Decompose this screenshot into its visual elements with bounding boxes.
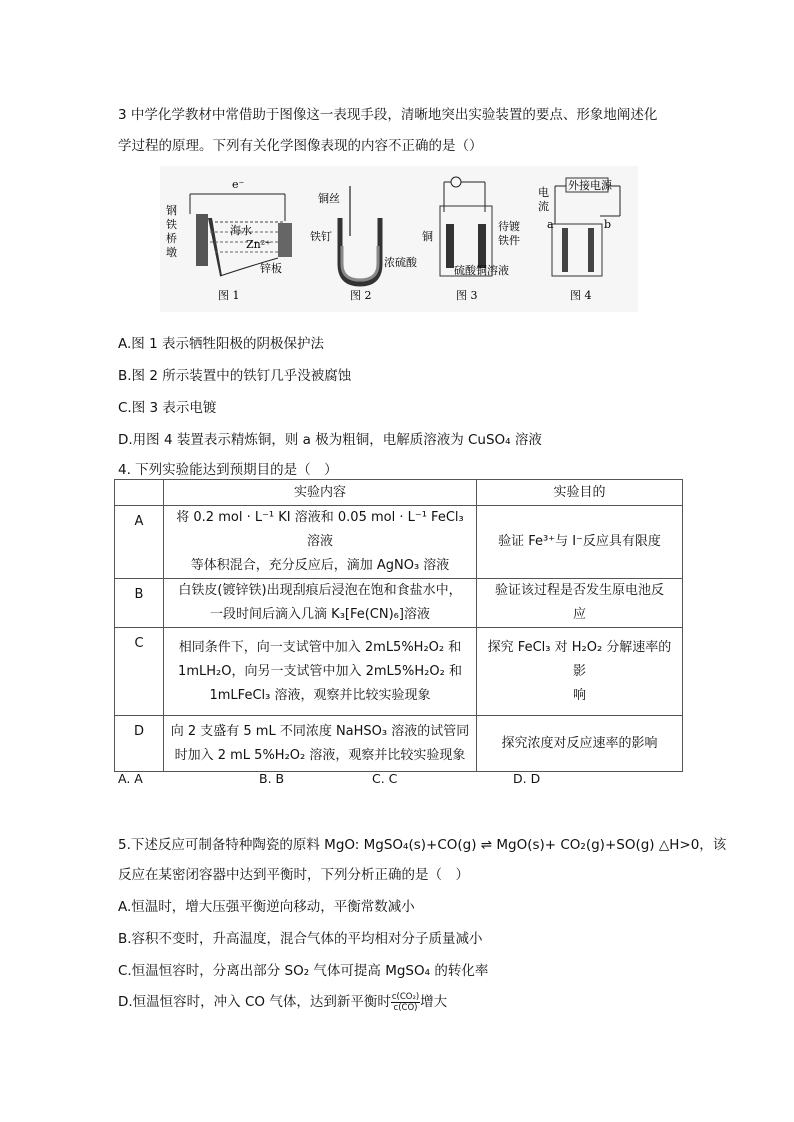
fig1-seawater: 海水 bbox=[230, 224, 252, 237]
fig4-a: a bbox=[547, 218, 554, 231]
q3-option-d: D.用图 4 装置表示精炼铜，则 a 极为粗铜，电解质溶液为 CuSO₄ 溶液 bbox=[118, 432, 542, 448]
q4-choice-a: A. A bbox=[118, 771, 143, 786]
q4-choice-c: C. C bbox=[372, 771, 398, 786]
q3-stem-line2: 学过程的原理。下列有关化学图像表现的内容不正确的是（） bbox=[118, 138, 483, 154]
fig2-iron-nail: 铁钉 bbox=[310, 230, 332, 243]
q4-table bbox=[114, 479, 683, 772]
table-row bbox=[115, 628, 683, 716]
fraction-denominator: c(CO) bbox=[393, 1002, 418, 1013]
row-b-content-line2: 一段时间后滴入几滴 K₃[Fe(CN)₆]溶液 bbox=[210, 607, 430, 622]
q4-choice-b: B. B bbox=[259, 771, 285, 786]
fig1-pier-1: 铁 bbox=[166, 218, 177, 231]
table-header-purpose: 实验目的 bbox=[477, 480, 683, 506]
q3-figure bbox=[160, 166, 638, 312]
fig2-copper-wire: 铜丝 bbox=[318, 192, 340, 205]
table-row bbox=[115, 579, 683, 628]
fig3-plated-1: 铁件 bbox=[498, 234, 520, 247]
fig3-solution: 硫酸铜溶液 bbox=[454, 264, 509, 277]
q5-option-d bbox=[118, 990, 447, 1013]
q3-option-a: A.图 1 表示牺牲阳极的阴极保护法 bbox=[118, 336, 324, 352]
row-a-content bbox=[164, 506, 477, 579]
fig4-power: 外接电源 bbox=[568, 179, 612, 192]
fig3-plated-0: 待镀 bbox=[498, 220, 520, 233]
row-c-content-line3: 1mLFeCl₃ 溶液，观察并比较实验现象 bbox=[209, 687, 431, 703]
row-d-content-line2: 时加入 2 mL 5%H₂O₂ 溶液，观察并比较实验现象 bbox=[174, 747, 466, 763]
fig1-zinc-plate: 锌板 bbox=[260, 262, 282, 275]
row-d-purpose-line1: 探究浓度对反应速率的影响 bbox=[501, 735, 658, 751]
row-label-d: D bbox=[115, 716, 164, 772]
q3-stem-line1: 3 中学化学教材中常借助于图像这一表现手段，清晰地突出实验装置的要点、形象地阐述化 bbox=[118, 107, 658, 123]
fig4-current-1: 流 bbox=[538, 200, 549, 213]
row-b-purpose bbox=[477, 579, 683, 628]
row-d-purpose bbox=[477, 716, 683, 772]
row-d-content-line1: 向 2 支盛有 5 mL 不同浓度 NaHSO₃ 溶液的试管同 bbox=[170, 723, 470, 739]
q4-choice-d: D. D bbox=[513, 771, 541, 786]
row-c-content bbox=[164, 628, 477, 716]
row-c-content-line2: 1mLH₂O，向另一支试管中加入 2mL5%H₂O₂ 和 bbox=[178, 663, 462, 679]
q3-option-b: B.图 2 所示装置中的铁钉几乎没被腐蚀 bbox=[118, 368, 352, 384]
q4-stem: 4. 下列实验能达到预期目的是（ ） bbox=[118, 462, 338, 478]
row-label-a: A bbox=[115, 506, 164, 579]
row-b-purpose-line2: 应 bbox=[572, 607, 586, 622]
q5-stem-line1: 5.下述反应可制备特种陶瓷的原料 MgO: MgSO₄(s)+CO(g) ⇌ MgO(s)+ CO₂(g)+SO(g) △H>0，该 bbox=[118, 837, 727, 853]
row-label-c: C bbox=[115, 628, 164, 716]
fig1-label: 图 1 bbox=[218, 289, 240, 302]
row-a-content-line2: 等体积混合，充分反应后，滴加 AgNO₃ 溶液 bbox=[190, 558, 450, 573]
fig3-copper: 铜 bbox=[422, 230, 433, 243]
fig2-acid: 浓硫酸 bbox=[384, 256, 417, 269]
fig1-electron: e⁻ bbox=[232, 178, 245, 191]
q5-option-b: B.容积不变时，升高温度，混合气体的平均相对分子质量减小 bbox=[118, 931, 483, 947]
q5-stem-line2: 反应在某密闭容器中达到平衡时，下列分析正确的是（ ） bbox=[118, 867, 469, 883]
row-b-content bbox=[164, 579, 477, 628]
fig2-label: 图 2 bbox=[350, 289, 372, 302]
q5-option-a: A.恒温时，增大压强平衡逆向移动，平衡常数减小 bbox=[118, 899, 415, 915]
fig4-label: 图 4 bbox=[570, 289, 592, 302]
q5-option-d-suffix: 增大 bbox=[420, 994, 448, 1010]
row-a-content-line1: 将 0.2 mol · L⁻¹ KI 溶液和 0.05 mol · L⁻¹ FeCl₃ 溶液 bbox=[176, 510, 464, 549]
fig3-label: 图 3 bbox=[456, 289, 478, 302]
fig4-current-0: 电 bbox=[538, 186, 549, 199]
fig1-zn: Zn²⁺ bbox=[246, 238, 271, 251]
q5-option-c: C.恒温恒容时，分离出部分 SO₂ 气体可提高 MgSO₄ 的转化率 bbox=[118, 963, 489, 979]
row-c-purpose-line2: 响 bbox=[572, 687, 586, 703]
row-a-purpose-line1: 验证 Fe³⁺与 I⁻反应具有限度 bbox=[498, 534, 661, 549]
row-c-purpose-line1: 探究 FeCl₃ 对 H₂O₂ 分解速率的影 bbox=[487, 639, 672, 679]
table-row bbox=[115, 716, 683, 772]
row-b-purpose-line1: 验证该过程是否发生原电池反 bbox=[494, 583, 664, 598]
fig1-pier-0: 钢 bbox=[166, 204, 177, 217]
row-d-content bbox=[164, 716, 477, 772]
fig1-pier-2: 桥 bbox=[166, 232, 177, 245]
table-header-blank bbox=[115, 480, 164, 506]
q5-option-d-fraction bbox=[391, 992, 420, 1013]
table-row bbox=[115, 506, 683, 579]
row-a-purpose bbox=[477, 506, 683, 579]
table-header-row bbox=[115, 480, 683, 506]
row-c-content-line1: 相同条件下，向一支试管中加入 2mL5%H₂O₂ 和 bbox=[178, 639, 462, 655]
row-c-purpose bbox=[477, 628, 683, 716]
fig4-b: b bbox=[604, 218, 612, 231]
table-header-content: 实验内容 bbox=[164, 480, 477, 506]
fig1-pier-3: 墩 bbox=[166, 246, 177, 259]
fraction-numerator: c(CO₂) bbox=[391, 991, 420, 1002]
q3-option-c: C.图 3 表示电镀 bbox=[118, 400, 217, 416]
electrochem-figure bbox=[160, 166, 638, 312]
row-b-content-line1: 白铁皮(镀锌铁)出现刮痕后浸泡在饱和食盐水中， bbox=[178, 583, 462, 598]
q5-option-d-prefix: D.恒温恒容时，冲入 CO 气体，达到新平衡时 bbox=[118, 994, 391, 1010]
row-label-b: B bbox=[115, 579, 164, 628]
